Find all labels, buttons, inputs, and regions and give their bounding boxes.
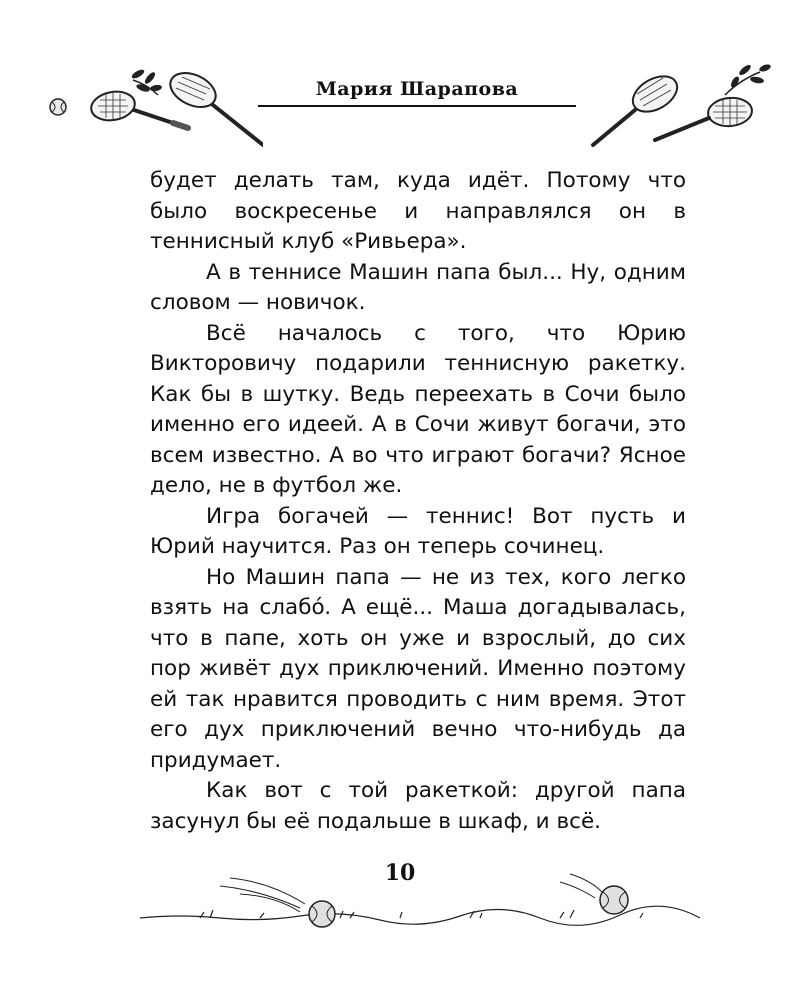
- header-right-decoration: [585, 60, 775, 155]
- leaf-branch-icon: [725, 63, 772, 95]
- running-header-title: Мария Шарапова: [315, 78, 519, 100]
- racket-icon: [165, 66, 263, 145]
- page-number: 10: [384, 860, 416, 886]
- page-header: [0, 40, 800, 150]
- header-rule: [258, 105, 576, 107]
- body-text: [150, 166, 686, 837]
- paragraph: А в теннисе Машин папа был... Ну, одним словом — новичок.: [150, 259, 686, 315]
- ball-icon: [50, 99, 66, 115]
- footer-decoration: [140, 868, 700, 948]
- paragraph: Игра богачей — теннис! Вот пусть и Юрий научится. Раз он теперь сочинец.: [150, 503, 686, 559]
- paragraph: будет делать там, куда идёт. Потому что было воскресенье и направлялся он в теннисный клуб «Ривьера».: [150, 168, 686, 254]
- header-left-decoration: [38, 60, 263, 155]
- leaf-branch-icon: [130, 68, 162, 95]
- paragraph: Но Машин папа — не из тех, кого легко взять на слабó. А ещё... Маша догадывалась, что в папе, хоть он уже и взрослый, до сих пор живёт дух приключений. Именно поэтому ей так нравится проводить с ним время. Этот его дух приключений вечно что-нибудь да придумает.: [150, 564, 686, 773]
- racket-icon: [89, 88, 188, 128]
- ball-icon: [309, 901, 335, 927]
- ball-icon: [600, 886, 628, 914]
- paragraph: Как вот с той ракеткой: другой папа засунул бы её подальше в шкаф, и всё.: [150, 778, 686, 834]
- paragraph: Всё началось с того, что Юрию Викторовичу подарили теннисную ракетку. Как бы в шутку. Ведь переехать в Сочи было именно его идеей. А в Сочи живут богачи, это всем известно. А во что играют богачи? Ясное дело, не в футбол же.: [150, 320, 686, 498]
